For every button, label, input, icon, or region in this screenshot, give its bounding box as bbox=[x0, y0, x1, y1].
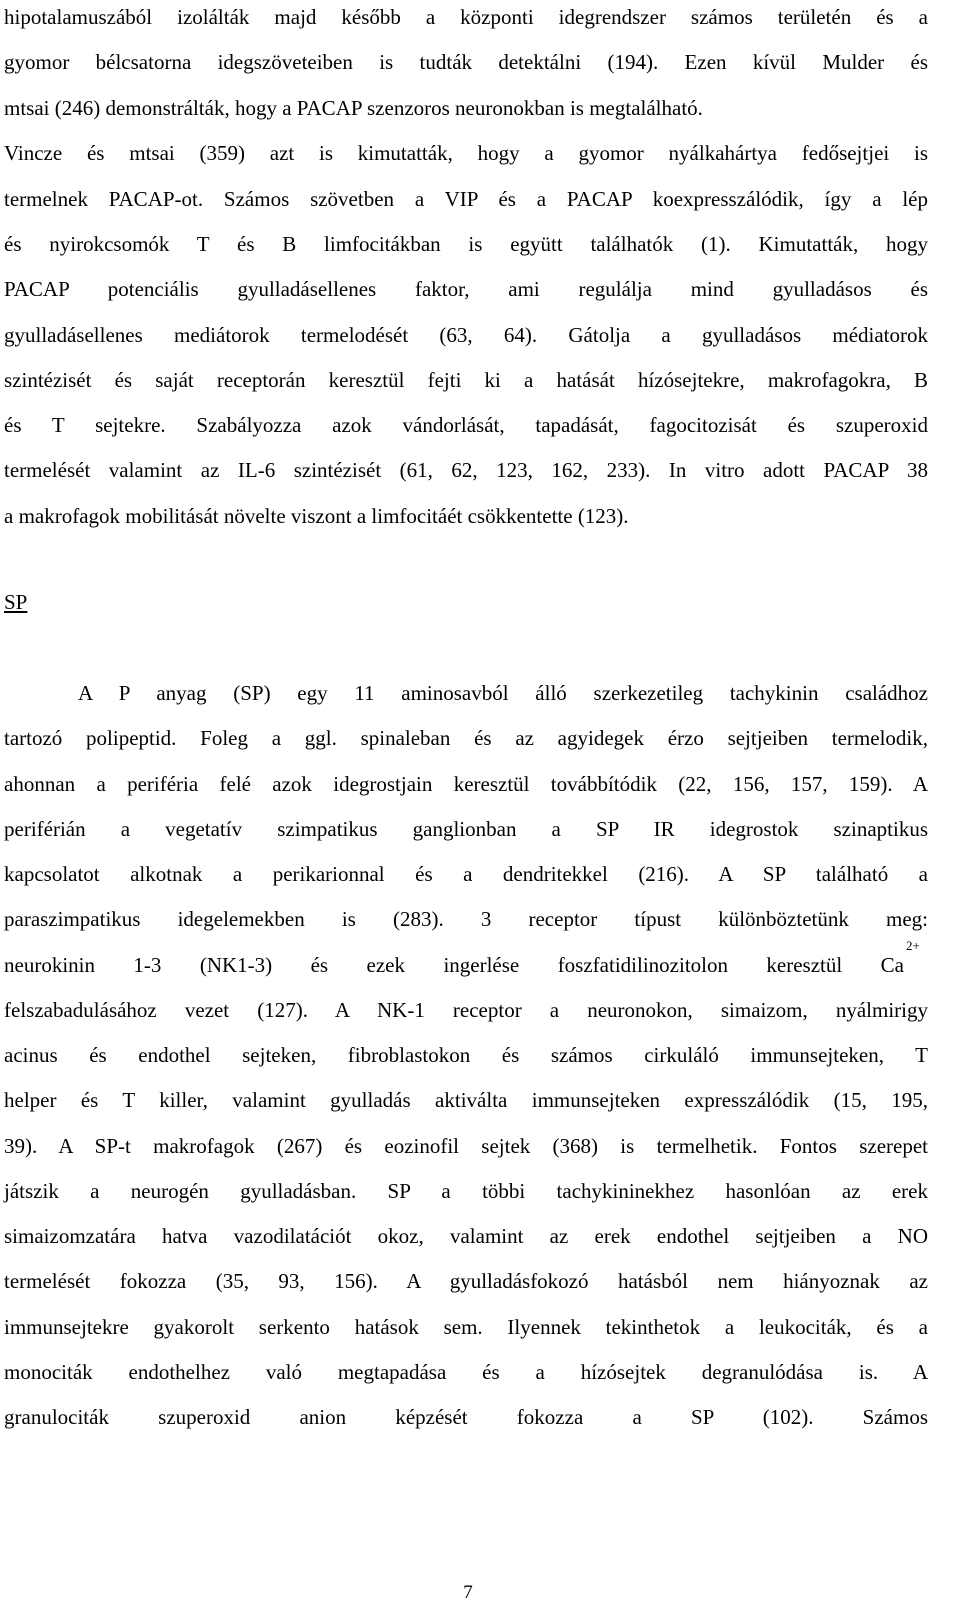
text-line: termelését valamint az IL-6 szintézisét (61, 62, 123, 162, 233). In vitro adott PACAP 38 bbox=[4, 458, 928, 482]
text-line: gyomor bélcsatorna idegszöveteiben is tudták detektálni (194). Ezen kívül Mulder és bbox=[4, 50, 928, 74]
text-line: helper és T killer, valamint gyulladás aktiválta immunsejteken expresszálódik (15, 195, bbox=[4, 1088, 928, 1112]
text-line: gyulladásellenes mediátorok termelodését (63, 64). Gátolja a gyulladásos médiatorok bbox=[4, 323, 928, 347]
text-line: paraszimpatikus idegelemekben is (283). 3 receptor típust különböztetünk meg: bbox=[4, 907, 928, 931]
text-line: 39). A SP-t makrofagok (267) és eozinofil sejtek (368) is termelhetik. Fontos szerepet bbox=[4, 1134, 928, 1158]
text-line: kapcsolatot alkotnak a perikarionnal és a dendritekkel (216). A SP található a bbox=[4, 862, 928, 886]
page-number: 7 bbox=[463, 1582, 473, 1603]
text-line: tartozó polipeptid. Foleg a ggl. spinaleban és az agyidegek érzo sejtjeiben termelodik, bbox=[4, 726, 928, 750]
text-line: mtsai (246) demonstrálták, hogy a PACAP szenzoros neuronokban is megtalálható. bbox=[4, 96, 703, 120]
text-line: A P anyag (SP) egy 11 aminosavból álló szerkezetileg tachykinin családhoz bbox=[78, 681, 928, 705]
text-line: granulociták szuperoxid anion képzését fokozza a SP (102). Számos bbox=[4, 1405, 928, 1429]
text-line: termelnek PACAP-ot. Számos szövetben a VIP és a PACAP koexpresszálódik, így a lép bbox=[4, 187, 928, 211]
text-line: és T sejtekre. Szabályozza azok vándorlását, tapadását, fagocitozisát és szuperoxid bbox=[4, 413, 928, 437]
text-line: periférián a vegetatív szimpatikus ganglionban a SP IR idegrostok szinaptikus bbox=[4, 817, 928, 841]
text-line: játszik a neurogén gyulladásban. SP a többi tachykininekhez hasonlóan az erek bbox=[4, 1179, 928, 1203]
text-line: acinus és endothel sejteken, fibroblastokon és számos cirkuláló immunsejteken, T bbox=[4, 1043, 928, 1067]
text-line: neurokinin 1-3 (NK1-3) és ezek ingerlése foszfatidilinozitolon keresztül Ca bbox=[4, 953, 904, 977]
text-line: és nyirokcsomók T és B limfocitákban is együtt találhatók (1). Kimutatták, hogy bbox=[4, 232, 928, 256]
text-line: szintézisét és saját receptorán keresztül fejti ki a hatását hízósejtekre, makrofagokra, B bbox=[4, 368, 928, 392]
text-line: termelését fokozza (35, 93, 156). A gyulladásfokozó hatásból nem hiányoznak az bbox=[4, 1269, 928, 1293]
text-line: PACAP potenciális gyulladásellenes faktor, ami regulálja mind gyulladásos és bbox=[4, 277, 928, 301]
text-line: hipotalamuszából izolálták majd később a központi idegrendszer számos területén és a bbox=[4, 5, 928, 29]
text-line: Vincze és mtsai (359) azt is kimutatták, hogy a gyomor nyálkahártya fedősejtjei is bbox=[4, 141, 928, 165]
section-heading: SP bbox=[4, 590, 28, 614]
text-line: ahonnan a periféria felé azok idegrostjain keresztül továbbítódik (22, 156, 157, 159). A bbox=[4, 772, 928, 796]
text-line: felszabadulásához vezet (127). A NK-1 receptor a neuronokon, simaizom, nyálmirigy bbox=[4, 998, 928, 1022]
text-line: a makrofagok mobilitását növelte viszont a limfocitáét csökkentette (123). bbox=[4, 504, 629, 528]
text-line: monociták endothelhez való megtapadása és a hízósejtek degranulódása is. A bbox=[4, 1360, 928, 1384]
text-line: simaizomzatára hatva vazodilatációt okoz, valamint az erek endothel sejtjeiben a NO bbox=[4, 1224, 928, 1248]
text-line: immunsejtekre gyakorolt serkento hatások sem. Ilyennek tekinthetok a leukociták, és a bbox=[4, 1315, 928, 1339]
